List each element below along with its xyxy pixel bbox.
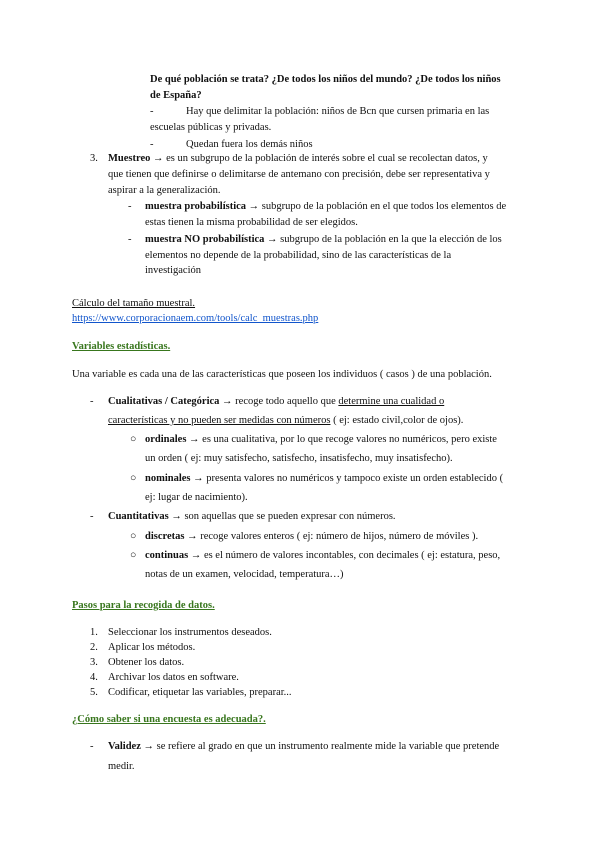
circle-bullet: ○ — [130, 550, 137, 561]
intro-item-2: Quedan fuera los demás niños — [186, 139, 313, 150]
section-heading-pasos: Pasos para la recogida de datos. — [72, 600, 215, 611]
discretas-line: discretas → recoge valores enteros ( ej: número de hijos, número de móviles ). — [145, 531, 479, 542]
list-number-3: 3. — [90, 153, 98, 164]
step-number: 3. — [90, 657, 98, 668]
question-heading-line2: de España? — [150, 90, 202, 101]
muestreo-line1: Muestreo → es un subgrupo de la población de interés sobre el cual se recolectan datos, y — [108, 153, 488, 164]
step-number: 2. — [90, 642, 98, 653]
cualitativas-line2: características y no pueden ser medidas con números ( ej: estado civil,color de ojos). — [108, 415, 464, 426]
section-heading-encuesta: ¿Cómo saber si una encuesta es adecuada?. — [72, 714, 266, 725]
circle-bullet: ○ — [130, 531, 137, 542]
circle-bullet: ○ — [130, 473, 137, 484]
bullet-dash: - — [128, 201, 132, 212]
muestreo-sub-2-line3: investigación — [145, 265, 201, 276]
bullet-dash: - — [128, 234, 132, 245]
step-item: Aplicar los métodos. — [108, 642, 196, 653]
step-number: 1. — [90, 627, 98, 638]
circle-bullet: ○ — [130, 434, 137, 445]
muestreo-sub-1-line1: muestra probabilística → subgrupo de la población en el que todos los elementos de — [145, 201, 507, 212]
sample-size-heading: Cálculo del tamaño muestral. — [72, 298, 196, 309]
step-number: 5. — [90, 687, 98, 698]
step-number: 4. — [90, 672, 98, 683]
ordinales-line1: ordinales → es una cualitativa, por lo que recoge valores no numéricos, pero existe — [145, 434, 497, 445]
step-item: Codificar, etiquetar las variables, preparar... — [108, 687, 292, 698]
step-item: Obtener los datos. — [108, 657, 185, 668]
nominales-line1: nominales → presenta valores no numéricos y tampoco existe un orden establecido ( — [145, 473, 504, 484]
bullet-dash: - — [90, 396, 94, 407]
cualitativas-line1: Cualitativas / Categórica → recoge todo aquello que determine una cualidad o — [108, 396, 445, 407]
question-heading-line1: De qué población se trata? ¿De todos los niños del mundo? ¿De todos los niños — [150, 74, 501, 85]
sample-size-link[interactable]: https://www.corporacionaem.com/tools/calc_muestras.php — [72, 313, 319, 324]
muestreo-line2: que tienen que definirse o delimitarse de antemano con precisión, debe ser representativa y — [108, 169, 490, 180]
muestreo-line3: aspirar a la generalización. — [108, 185, 221, 196]
bullet-dash: - — [150, 139, 154, 150]
step-item: Seleccionar los instrumentos deseados. — [108, 627, 272, 638]
muestreo-sub-1-line2: estas tienen la misma probabilidad de ser elegidos. — [145, 217, 358, 228]
cuantitativas-line: Cuantitativas → son aquellas que se pueden expresar con números. — [108, 511, 396, 522]
variables-definition: Una variable es cada una de las características que poseen los individuos ( casos ) de una población. — [72, 369, 492, 380]
muestreo-sub-2-line2: elementos no depende de la probabilidad, sino de las características de la — [145, 250, 452, 261]
intro-item-1-line2: escuelas públicas y privadas. — [150, 122, 272, 133]
continuas-line2: notas de un examen, velocidad, temperatura…) — [145, 569, 344, 580]
section-heading-variables: Variables estadísticas. — [72, 341, 171, 352]
muestreo-sub-2-line1: muestra NO probabilística → subgrupo de la población en la que la elección de los — [145, 234, 502, 245]
bullet-dash: - — [150, 106, 154, 117]
step-item: Archivar los datos en software. — [108, 672, 239, 683]
validez-line1: Validez → se refiere al grado en que un instrumento realmente mide la variable que pretende — [108, 741, 500, 752]
ordinales-line2: un orden ( ej: muy satisfecho, satisfecho, insatisfecho, muy insatisfecho). — [145, 453, 453, 464]
intro-item-1-line1: Hay que delimitar la población: niños de Bcn que cursen primaria en las — [186, 106, 490, 117]
validez-line2: medir. — [108, 761, 135, 772]
continuas-line1: continuas → es el número de valores incontables, con decimales ( ej: estatura, peso, — [145, 550, 501, 561]
bullet-dash: - — [90, 741, 94, 752]
nominales-line2: ej: lugar de nacimiento). — [145, 492, 248, 503]
bullet-dash: - — [90, 511, 94, 522]
